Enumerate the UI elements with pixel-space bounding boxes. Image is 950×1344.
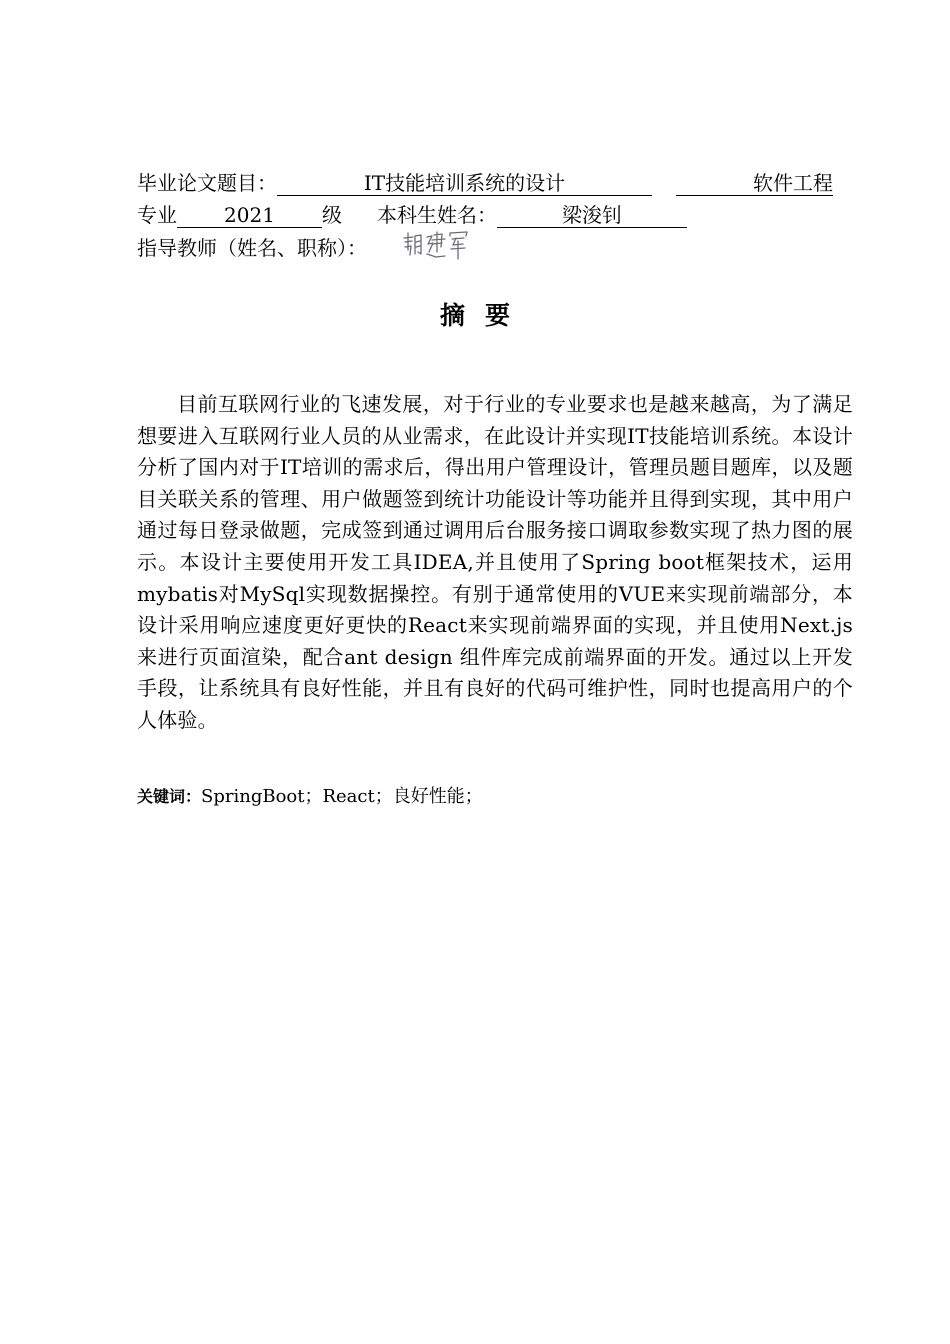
abstract-heading: 摘要 xyxy=(439,301,530,330)
keywords-line xyxy=(137,783,483,811)
thesis-title-label: 毕业论文题目： xyxy=(137,171,277,195)
thesis-title-value: IT技能培训系统的设计 xyxy=(277,171,652,196)
major-value: 软件工程 xyxy=(676,171,833,196)
year-value: 2021 xyxy=(177,203,322,228)
grade-label: 级 xyxy=(322,203,342,227)
keywords-label: 关键词： xyxy=(137,787,202,806)
advisor-signature xyxy=(401,228,471,262)
thesis-title-line xyxy=(137,168,833,198)
advisor-label: 指导教师（姓名、职称）： xyxy=(137,236,367,260)
keywords-values: SpringBoot；React；良好性能； xyxy=(201,786,483,807)
advisor-line xyxy=(137,233,367,263)
major-student-line xyxy=(137,200,687,230)
abstract-body: 目前互联网行业的飞速发展，对于行业的专业要求也是越来越高，为了满足想要进入互联网行业人员的从业需求，在此设计并实现IT技能培训系统。本设计分析了国内对于IT培训的需求后，得出用户管理设计，管理员题目题库，以及题目关联关系的管理、用户做题签到统计功能设计等功能并且得到实现，其中用户通过每日登录做题，完成签到通过调用后台服务接口调取参数实现了热力图的展示。本设计主要使用开发工具IDEA,并且使用了Spring boot框架技术，运用mybatis对MySql实现数据操控。有别于通常使用的VUE来实现前端部分，本设计采用响应速度更好更快的React来实现前端界面的实现，并且使用Next.js来进行页面渲染，配合ant design 组件库完成前端界面的开发。通过以上开发手段，让系统具有良好性能，并且有良好的代码可维护性，同时也提高用户的个人体验。 xyxy=(137,392,853,732)
student-name-value: 梁浚钊 xyxy=(497,203,687,228)
major-label: 专业 xyxy=(137,203,177,227)
student-name-label: 本科生姓名： xyxy=(377,203,497,227)
